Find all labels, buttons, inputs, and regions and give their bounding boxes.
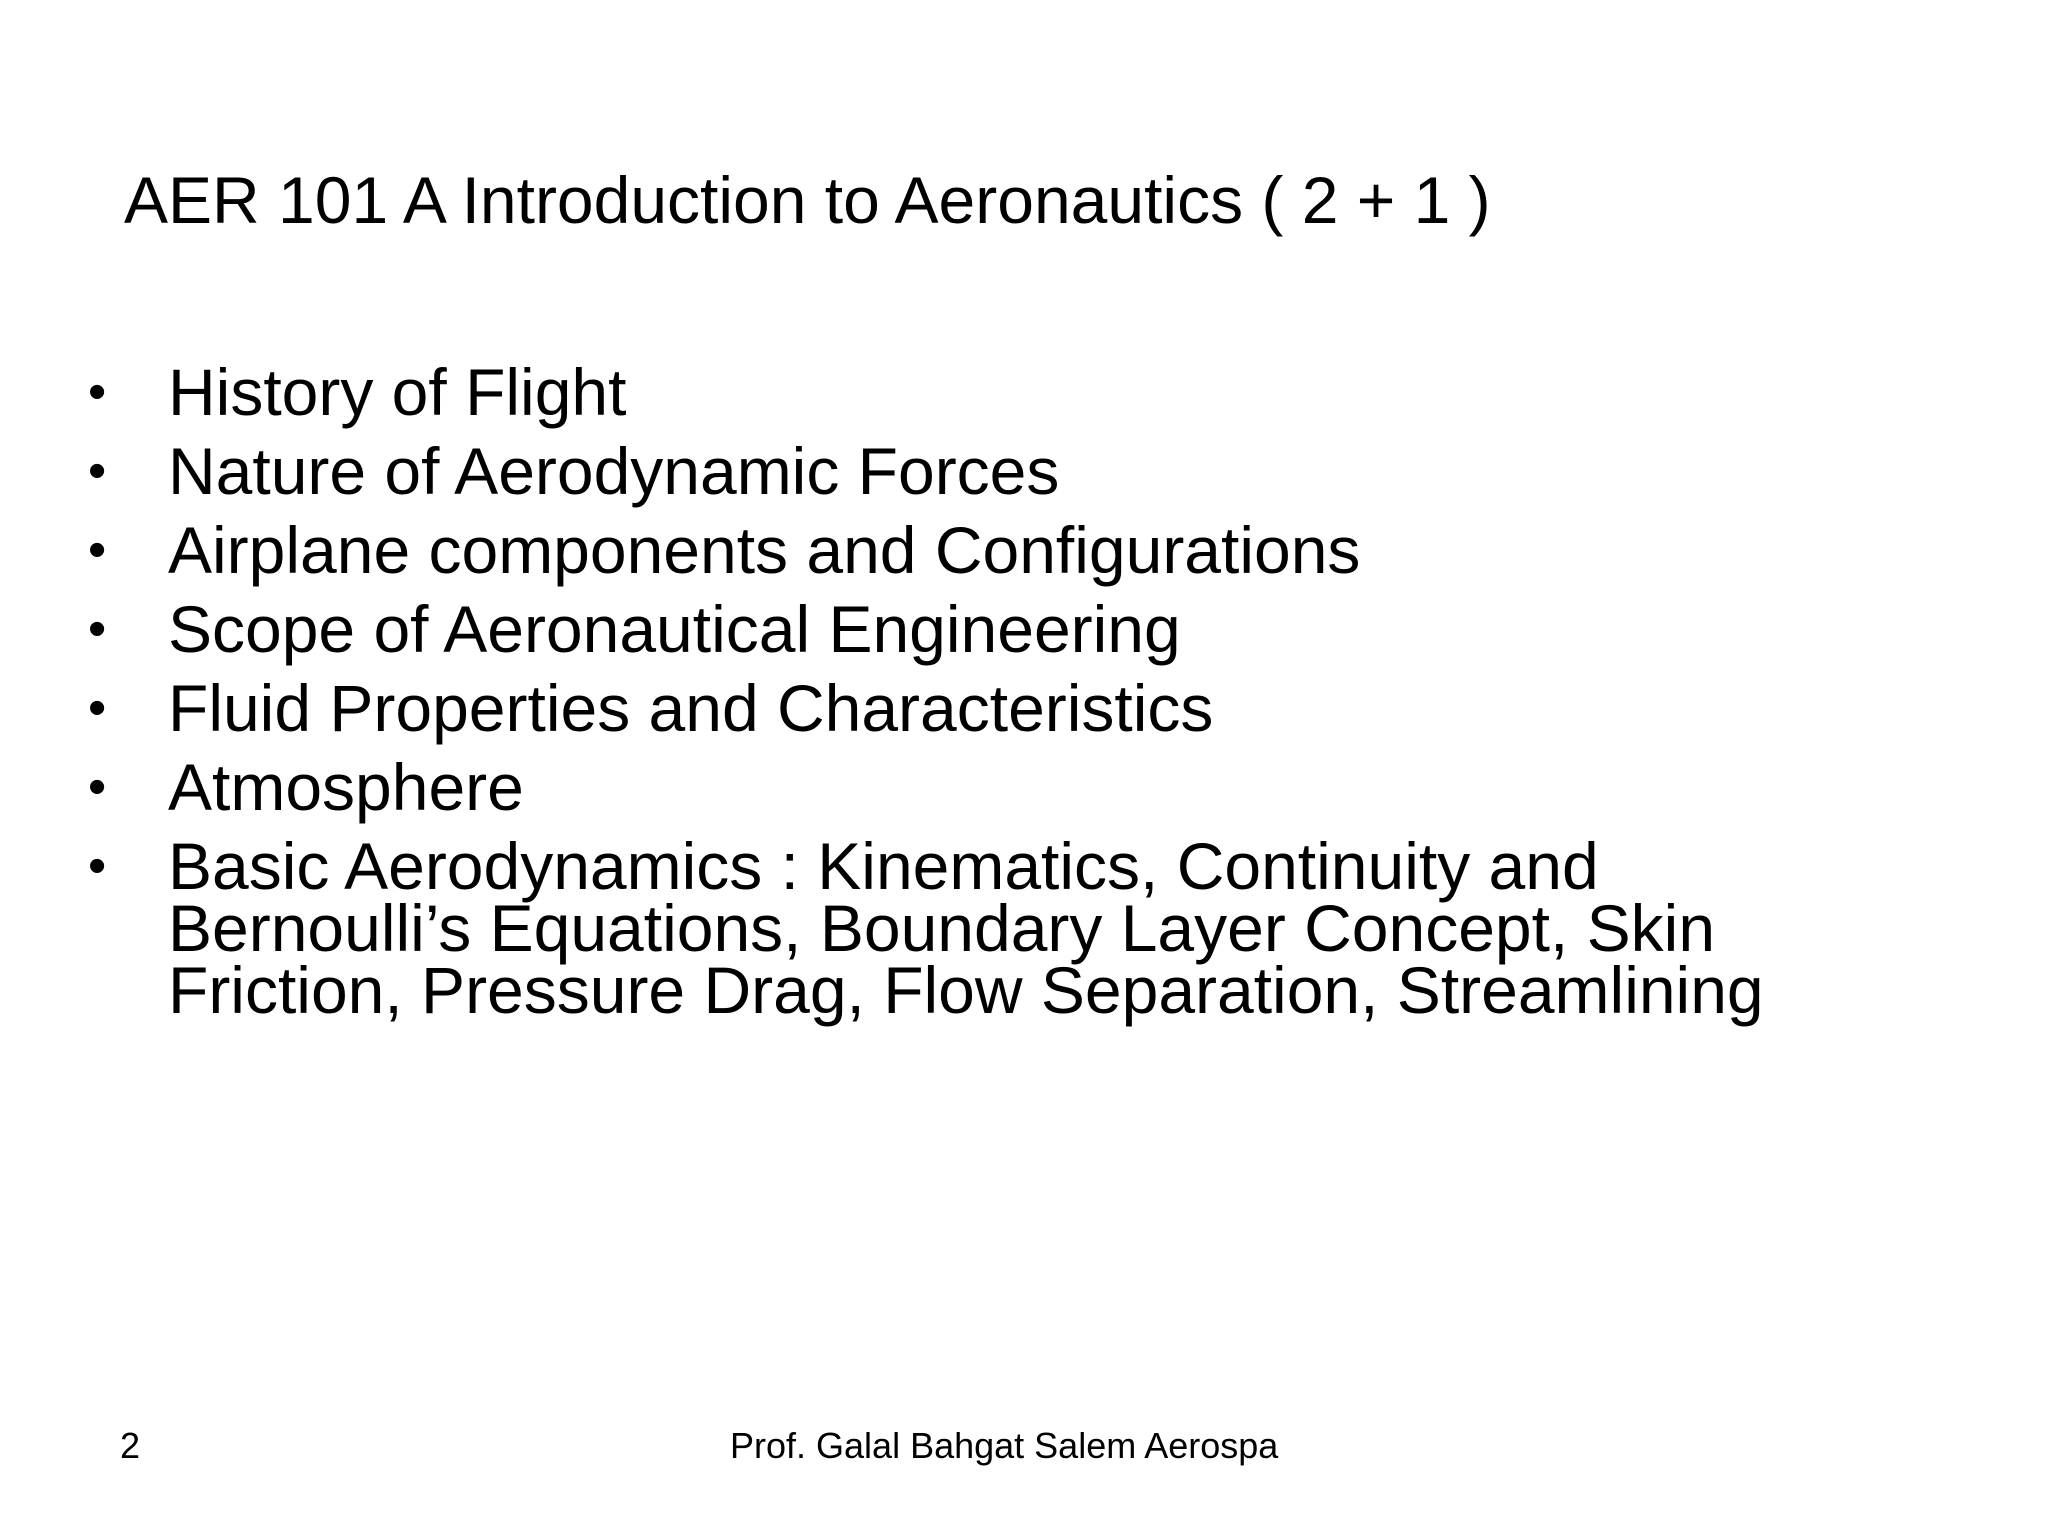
- list-item: [88, 511, 1988, 590]
- list-item-line: Friction, Pressure Drag, Flow Separation, Streamlining: [168, 953, 1764, 1027]
- list-item: [88, 827, 1988, 1027]
- list-item-text: Scope of Aeronautical Engineering: [168, 592, 1181, 666]
- list-item: [88, 353, 1988, 432]
- list-item-line: Basic Aerodynamics : Kinematics, Continuity and: [168, 829, 1599, 903]
- list-item-line: Bernoulli’s Equations, Boundary Layer Concept, Skin: [168, 891, 1716, 965]
- list-item: [88, 432, 1988, 511]
- bullet-icon: •: [88, 363, 107, 421]
- bullet-icon: •: [88, 442, 107, 500]
- list-item-text: Fluid Properties and Characteristics: [168, 671, 1214, 745]
- bullet-icon: •: [88, 600, 107, 658]
- page-number: 2: [120, 1425, 141, 1466]
- list-item-text: Nature of Aerodynamic Forces: [168, 434, 1060, 508]
- bullet-icon: •: [88, 758, 107, 816]
- bullet-icon: •: [88, 521, 107, 579]
- bullet-icon: •: [88, 837, 107, 895]
- list-item: [88, 748, 1988, 827]
- footer-credit: Prof. Galal Bahgat Salem Aerospa: [730, 1425, 1279, 1466]
- list-item: [88, 669, 1988, 748]
- list-item-text: History of Flight: [168, 355, 627, 429]
- list-item-text: Atmosphere: [168, 750, 524, 824]
- bullet-icon: •: [88, 679, 107, 737]
- list-item-text: Airplane components and Configurations: [168, 513, 1361, 587]
- topic-list: [88, 353, 1988, 1027]
- slide-title: AER 101 A Introduction to Aeronautics ( 2 + 1 ): [124, 163, 1491, 237]
- list-item: [88, 590, 1988, 669]
